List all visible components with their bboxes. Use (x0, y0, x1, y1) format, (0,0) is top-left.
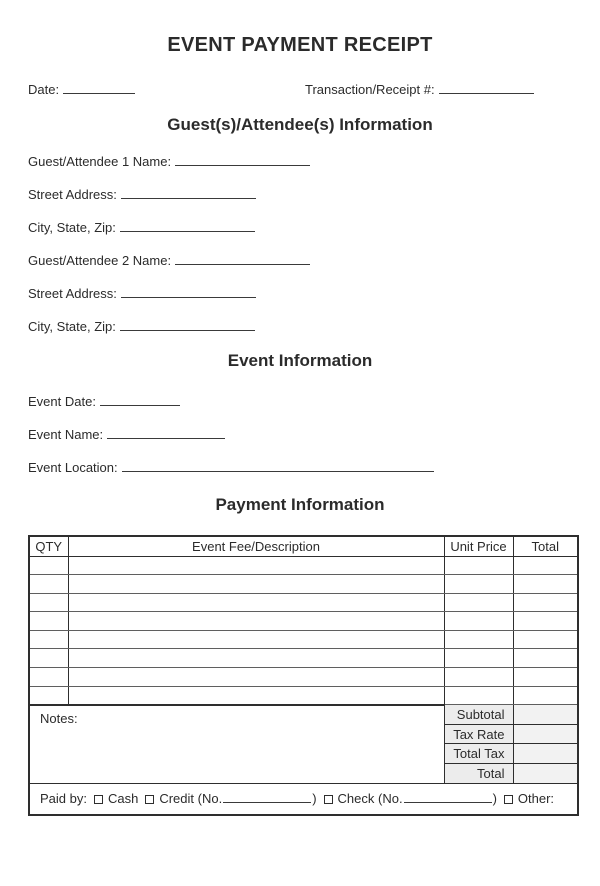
table-summary (29, 705, 578, 783)
line-item-cell (29, 668, 68, 687)
paid-by-option-cash: Cash (107, 791, 139, 807)
line-item-cell (68, 575, 444, 594)
blank-line (175, 254, 310, 265)
summary-label-subtotal: Subtotal (444, 705, 513, 725)
field-guest1-name (28, 154, 572, 170)
line-item-cell (444, 593, 513, 612)
line-item-cell (513, 649, 578, 668)
line-item-row (29, 668, 578, 687)
notes-label: Notes: (40, 710, 78, 726)
blank-line (63, 83, 135, 94)
table-header-row (29, 536, 578, 556)
field-event-name (28, 427, 572, 443)
blank-line (107, 428, 225, 439)
line-item-row (29, 612, 578, 631)
field-label: Event Date: (28, 394, 96, 409)
line-item-cell (444, 556, 513, 575)
line-item-row (29, 575, 578, 594)
blank-line (223, 792, 311, 803)
paid-by-label: Paid by: (40, 791, 87, 807)
line-item-cell (68, 630, 444, 649)
field-label: Event Location: (28, 460, 118, 475)
line-item-cell (513, 575, 578, 594)
checkbox-other-icon (504, 795, 513, 804)
field-guest2-name (28, 253, 572, 269)
column-header-total: Total (513, 536, 578, 556)
line-item-cell (444, 612, 513, 631)
blank-line (439, 83, 534, 94)
checkbox-check-icon (324, 795, 333, 804)
date-label: Date: (28, 82, 60, 97)
paid-by-cell (29, 783, 578, 815)
field-transaction-number (305, 82, 534, 97)
line-item-cell (29, 593, 68, 612)
field-label: Guest/Attendee 2 Name: (28, 253, 172, 268)
summary-value-total (513, 764, 578, 784)
column-header-description: Event Fee/Description (68, 536, 444, 556)
transaction-label: Transaction/Receipt #: (305, 82, 435, 97)
line-item-cell (68, 556, 444, 575)
blank-line (120, 221, 255, 232)
line-item-row (29, 630, 578, 649)
field-label: City, State, Zip: (28, 220, 116, 235)
notes-cell (29, 705, 444, 783)
line-item-cell (29, 556, 68, 575)
line-item-cell (68, 686, 444, 705)
field-label: Event Name: (28, 427, 104, 442)
line-item-cell (513, 556, 578, 575)
line-item-cell (29, 649, 68, 668)
line-item-cell (513, 630, 578, 649)
paid-by-option-credit: Credit (No. (159, 791, 223, 807)
section-heading-guest-info: Guest(s)/Attendee(s) Information (167, 115, 433, 134)
paid-by-option-other: Other: (517, 791, 555, 807)
line-item-cell (68, 612, 444, 631)
field-label: Guest/Attendee 1 Name: (28, 154, 172, 169)
line-item-cell (444, 575, 513, 594)
field-guest1-city-state-zip (28, 220, 572, 236)
summary-label-total: Total (444, 764, 513, 784)
line-item-cell (513, 612, 578, 631)
line-item-cell (444, 686, 513, 705)
header-fields-row (28, 82, 572, 99)
line-item-cell (513, 686, 578, 705)
paid-by-row (29, 783, 578, 815)
line-item-cell (68, 593, 444, 612)
blank-line (100, 395, 180, 406)
field-guest1-street (28, 187, 572, 203)
blank-line (121, 188, 256, 199)
line-item-cell (68, 649, 444, 668)
line-item-cell (68, 668, 444, 687)
section-heading-payment-info: Payment Information (215, 495, 385, 514)
line-item-row (29, 649, 578, 668)
summary-row-subtotal (29, 705, 578, 725)
line-item-cell (29, 575, 68, 594)
field-date (28, 82, 135, 97)
blank-line (404, 792, 492, 803)
checkbox-credit-icon (145, 795, 154, 804)
paid-by-check-suffix: ) (492, 791, 497, 807)
line-item-cell (444, 668, 513, 687)
summary-value-subtotal (513, 705, 578, 725)
blank-line (121, 287, 256, 298)
field-guest2-city-state-zip (28, 319, 572, 335)
line-item-row (29, 686, 578, 705)
field-event-location (28, 460, 572, 476)
blank-line (175, 155, 310, 166)
column-header-qty: QTY (29, 536, 68, 556)
blank-line (122, 461, 434, 472)
line-item-row (29, 556, 578, 575)
field-event-date (28, 394, 572, 410)
field-label: Street Address: (28, 187, 117, 202)
paid-by-option-check: Check (No. (337, 791, 403, 807)
payment-table (28, 535, 579, 816)
field-label: Street Address: (28, 286, 117, 301)
section-heading-event-info: Event Information (227, 351, 373, 370)
line-item-row (29, 593, 578, 612)
paid-by-credit-suffix: ) (312, 791, 317, 807)
column-header-unit-price: Unit Price (444, 536, 513, 556)
blank-line (120, 320, 255, 331)
line-item-cell (29, 686, 68, 705)
field-guest2-street (28, 286, 572, 302)
summary-value-total-tax (513, 744, 578, 764)
receipt-document (0, 32, 600, 886)
checkbox-cash-icon (94, 795, 103, 804)
summary-label-total-tax: Total Tax (444, 744, 513, 764)
line-item-cell (513, 668, 578, 687)
table-footer (29, 783, 578, 815)
summary-label-tax-rate: Tax Rate (444, 724, 513, 744)
line-item-cell (444, 649, 513, 668)
table-body (29, 556, 578, 705)
field-label: City, State, Zip: (28, 319, 116, 334)
line-item-cell (444, 630, 513, 649)
line-item-cell (513, 593, 578, 612)
line-item-cell (29, 612, 68, 631)
page-title: EVENT PAYMENT RECEIPT (167, 34, 433, 56)
line-item-cell (29, 630, 68, 649)
summary-value-tax-rate (513, 724, 578, 744)
